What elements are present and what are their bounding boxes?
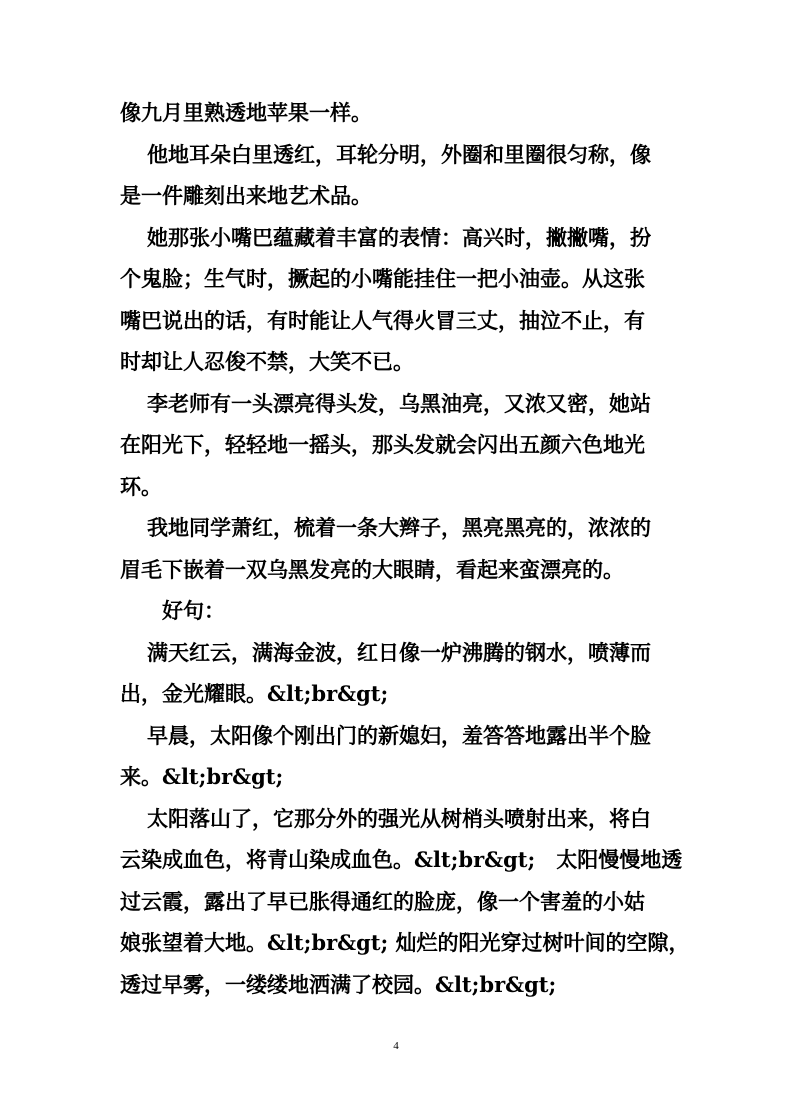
text-line: 云染成血色，将青山染成血色。&lt;br&gt; 太阳慢慢地透 (120, 847, 683, 872)
text-line: 环。 (120, 473, 162, 499)
text-line: 嘴巴说出的话，有时能让人气得火冒三丈，抽泣不止，有 (120, 307, 645, 333)
text-line: 早晨，太阳像个刚出门的新媳妇，羞答答地露出半个脸 (147, 722, 651, 748)
text-line: 他地耳朵白里透红，耳轮分明，外圈和里圈很匀称，像 (147, 141, 651, 167)
text-line: 是一件雕刻出来地艺术品。 (120, 183, 372, 208)
text-line: 她那张小嘴巴蕴藏着丰富的表情：高兴时，撇撇嘴，扮 (147, 224, 651, 250)
text-line: 个鬼脸；生气时，撅起的小嘴能挂住一把小油壶。从这张 (120, 266, 645, 291)
text-line: 出，金光耀眼。&lt;br&gt; (120, 681, 389, 706)
text-line: 李老师有一头漂亮得头发，乌黑油亮，又浓又密，她站 (147, 390, 651, 416)
text-line: 透过早雾，一缕缕地洒满了校园。&lt;br&gt; (120, 971, 557, 997)
text-line: 眉毛下嵌着一双乌黑发亮的大眼睛，看起来蛮漂亮的。 (120, 556, 624, 582)
section-heading: 好句： (162, 598, 225, 623)
page-number: 4 (393, 1040, 399, 1052)
text-line: 时却让人忍俊不禁，大笑不已。 (120, 349, 414, 374)
text-line: 太阳落山了，它那分外的强光从树梢头喷射出来，将白 (147, 805, 651, 831)
body-text (120, 92, 690, 1005)
text-line: 像九月里熟透地苹果一样。 (120, 100, 372, 125)
text-line: 过云霞，露出了早已胀得通红的脸庞，像一个害羞的小姑 (120, 888, 645, 914)
text-line: 来。&lt;br&gt; (120, 764, 284, 789)
text-line: 满天红云，满海金波，红日像一炉沸腾的钢水，喷薄而 (147, 639, 651, 665)
text-line: 我地同学萧红，梳着一条大辫子，黑亮黑亮的，浓浓的 (147, 515, 651, 540)
text-line: 在阳光下，轻轻地一摇头，那头发就会闪出五颜六色地光 (120, 432, 645, 457)
text-line: 娘张望着大地。&lt;br&gt; 灿烂的阳光穿过树叶间的空隙， (120, 930, 690, 955)
